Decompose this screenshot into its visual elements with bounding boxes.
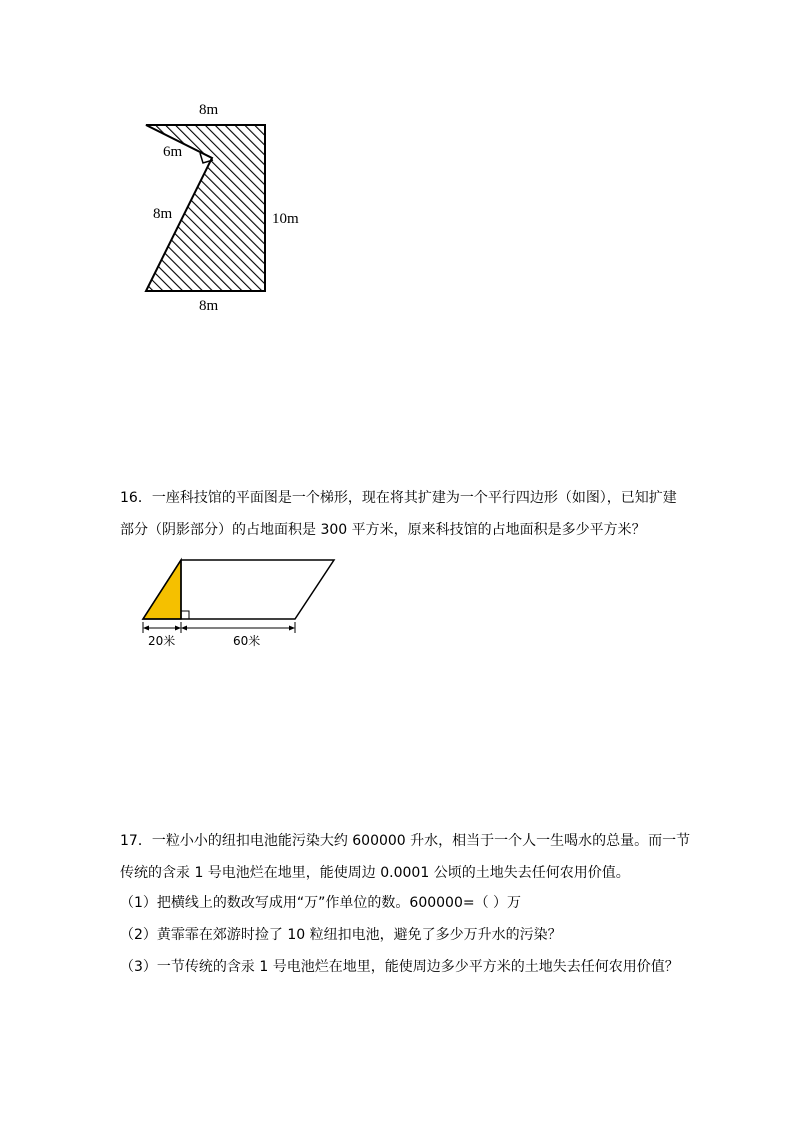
question17-line2: 传统的含汞 1 号电池烂在地里，能使周边 0.0001 公顷的土地失去任何农用价值。 <box>120 865 630 881</box>
question17-part1: （1）把横线上的数改写成用“万”作单位的数。600000=（ ）万 <box>120 895 522 911</box>
label-20m: 20米 <box>148 634 176 648</box>
label-right-10m: 10m <box>272 211 299 227</box>
label-60m: 60米 <box>233 634 261 648</box>
label-slant-6m: 6m <box>163 144 183 160</box>
label-bottom-8m: 8m <box>199 298 219 314</box>
parallelogram-figure <box>0 540 794 660</box>
question17-part3: （3）一节传统的含汞 1 号电池烂在地里，能使周边多少平方米的土地失去任何农用价值？ <box>120 959 679 975</box>
question17-line1: 17．一粒小小的纽扣电池能污染大约 600000 升水，相当于一个人一生喝水的总量。而一节 <box>120 833 691 849</box>
question16-line2: 部分（阴影部分）的占地面积是 300 平方米，原来科技馆的占地面积是多少平方米？ <box>120 522 646 538</box>
question17-part2: （2）黄霏霏在郊游时捡了 10 粒纽扣电池，避免了多少万升水的污染？ <box>120 927 562 943</box>
hatched-shape-figure <box>0 0 794 340</box>
label-slant-8m: 8m <box>153 206 173 222</box>
label-top-8m: 8m <box>199 102 219 118</box>
question16-line1: 16．一座科技馆的平面图是一个梯形，现在将其扩建为一个平行四边形（如图），已知扩建 <box>120 490 677 506</box>
right-angle-marker-16 <box>181 611 189 619</box>
